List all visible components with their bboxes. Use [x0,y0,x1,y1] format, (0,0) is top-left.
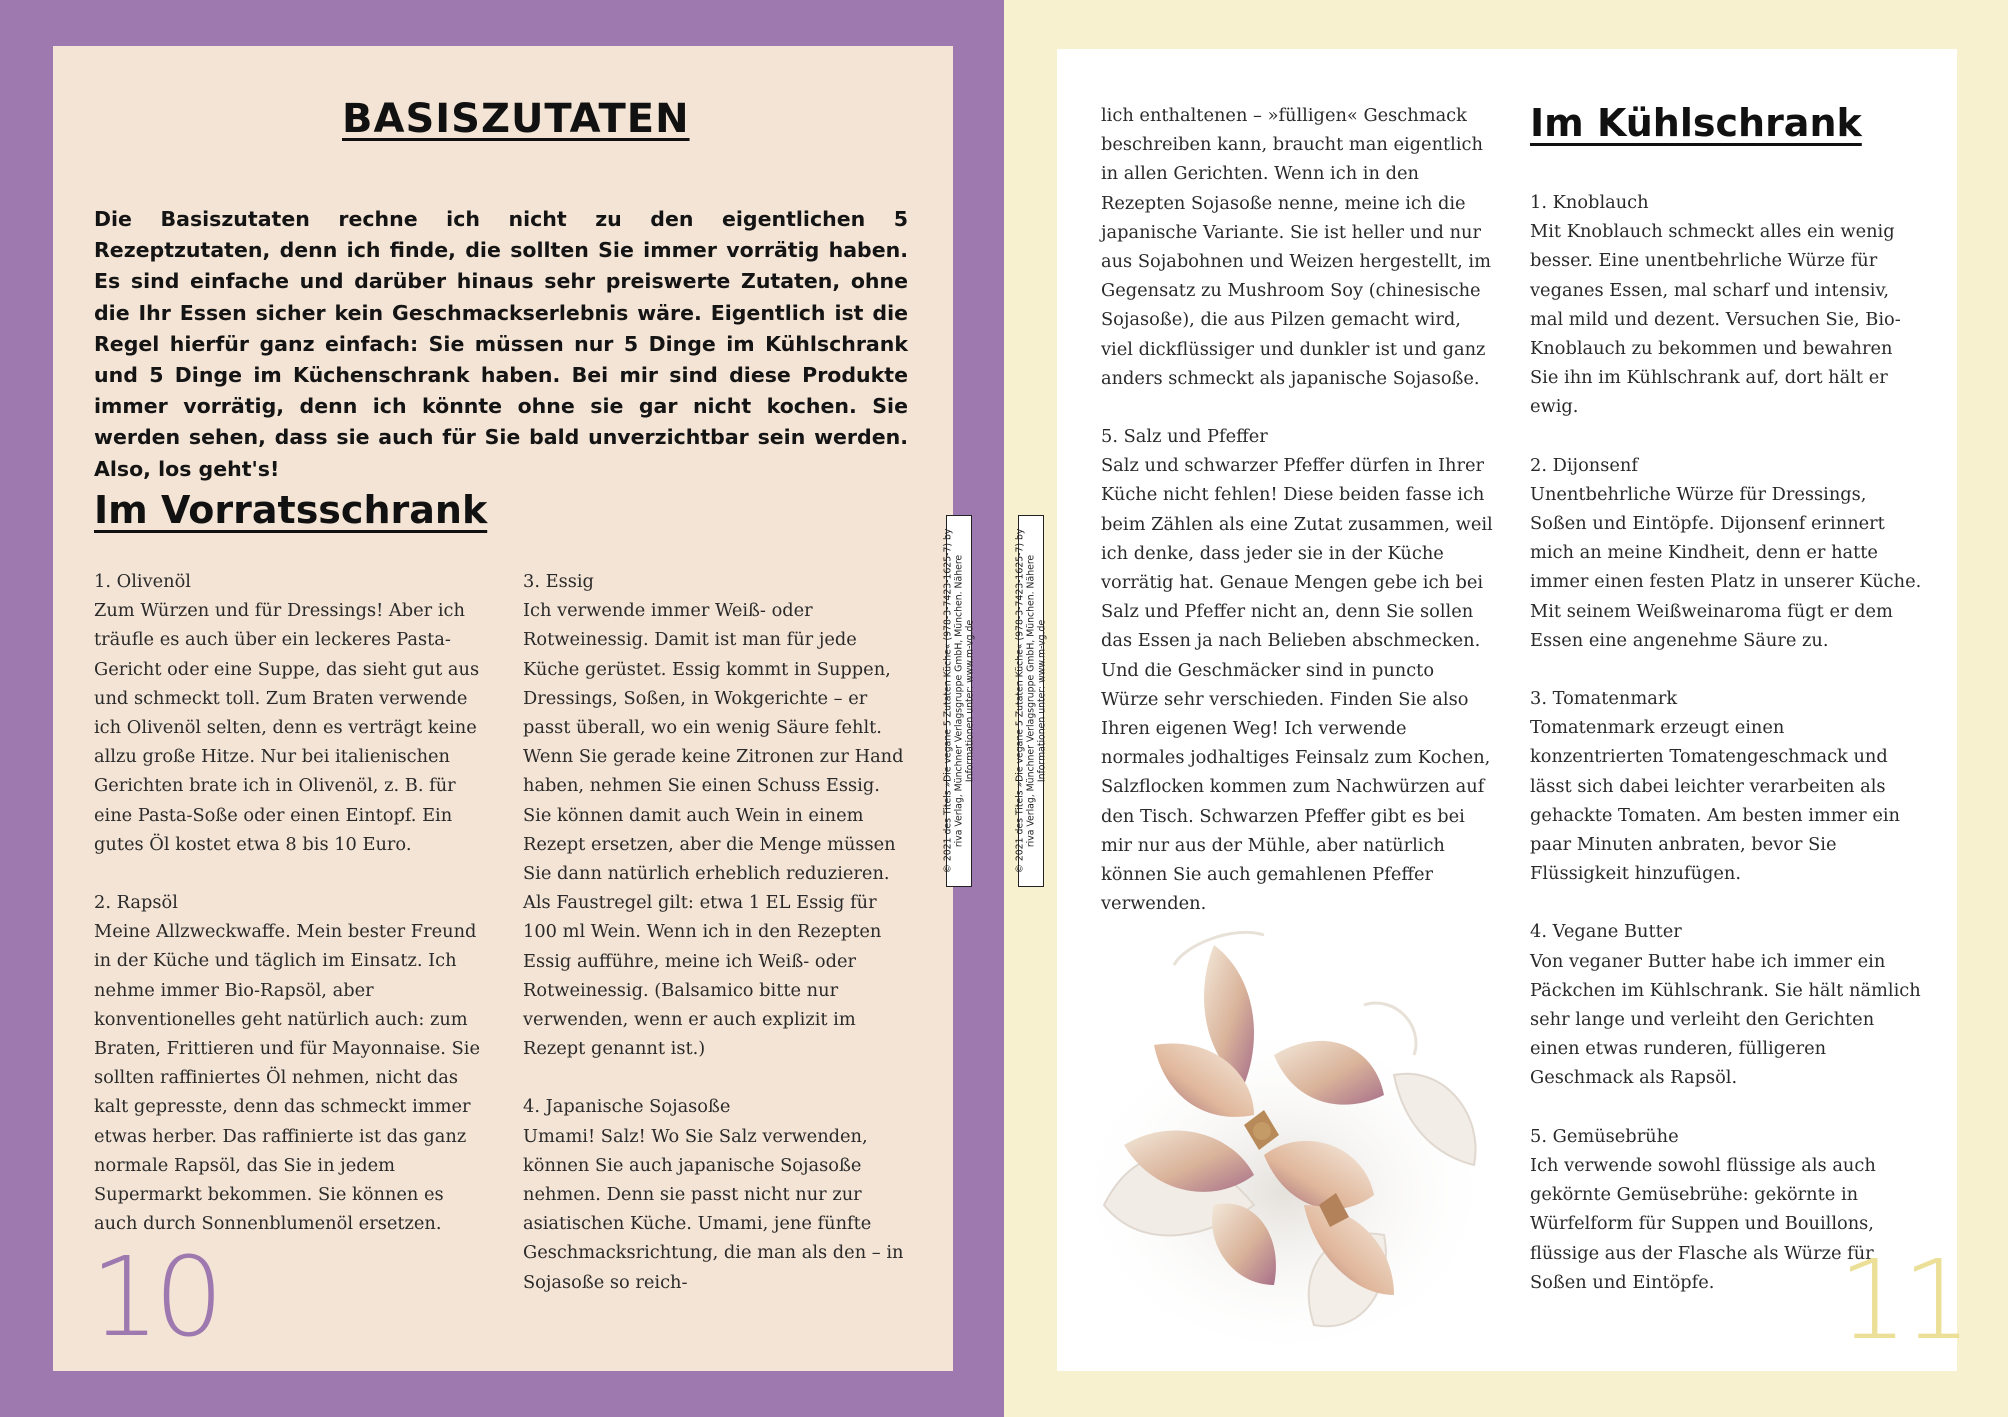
ingredient-text: Unentbehrliche Würze für Dressings, Soßen und Eintöpfe. Dijonsenf erinnert mich an meine Kindheit, denn er hatte immer einen festen Platz in unserer Küche. Mit seinem Weißweinaroma fügt er dem Essen eine angenehme Säure zu. [1530,483,1922,651]
page-number-right: 11 [1838,1236,1966,1364]
ingredient-item [1530,917,1922,1092]
ingredient-item [523,1092,909,1296]
ingredient-text: Salz und schwarzer Pfeffer dürfen in Ihrer Küche nicht fehlen! Diese beiden fasse ich beim Zählen als eine Zutat zusammen, weil ich denke, dass jeder sie in der Küche vorrätig hat. Genaue Mengen gebe ich bei Salz und Pfeffer nicht an, denn Sie sollen das Essen ja nach Belieben abschmecken. Und die Geschmäcker sind in puncto Würze sehr verschieden. Finden Sie also Ihren eigenen Weg! Ich verwende normales jodhaltiges Feinsalz zum Kochen, Salzflocken kommen zum Nachwürzen auf den Tisch. Schwarzen Pfeffer gibt es bei mir nur aus der Mühle, aber natürlich können Sie auch gemahlenen Pfeffer verwenden. [1101,455,1493,915]
right-column-2 [1530,188,1922,1326]
ingredient-item [1530,188,1922,422]
ingredient-item [1530,684,1922,888]
copyright-text: © 2021 des Titels »Die vegane 5 Zutaten Küche« (978-3-7423-1625-7) by riva Verlag, Münchner Verlagsgruppe GmbH, München. Nähere Informationen unter: www.m-vg.de [942,528,976,874]
ingredient-text: Ich verwende sowohl flüssige als auch gekörnte Gemüsebrühe: gekörnte in Würfelform für Suppen und Bouillons, flüssige aus der Flasche als Würze für Soßen und Eintöpfe. [1530,1154,1876,1293]
ingredient-heading: 4. Vegane Butter [1530,921,1682,943]
ingredient-text: Mit Knoblauch schmeckt alles ein wenig besser. Eine unentbehrliche Würze für veganes Essen, mal scharf und intensiv, mal mild und dezent. Versuchen Sie, Bio-Knoblauch zu bekommen und bewahren Sie ihn im Kühlschrank auf, dort hält er ewig. [1530,221,1901,418]
ingredient-heading: 5. Gemüsebrühe [1530,1125,1679,1147]
ingredient-heading: 4. Japanische Sojasoße [523,1096,731,1118]
ingredient-item [1530,451,1922,655]
page-title: BASISZUTATEN [342,96,690,142]
right-column-1 [1101,101,1493,947]
section-title-kuehlschrank: Im Kühlschrank [1530,101,1862,145]
ingredient-heading: 5. Salz und Pfeffer [1101,426,1268,448]
left-column-1 [94,567,486,1267]
ingredient-text: Meine Allzweckwaffe. Mein bester Freund in der Küche und täglich im Einsatz. Ich nehme immer Bio-Rapsöl, aber konventionelles geht natürlich auch: zum Braten, Frittieren und für Mayonnaise. Sie sollten raffiniertes Öl nehmen, nicht das kalt gepresste, denn das schmeckt immer etwas herber. Das raffinierte ist das ganz normale Rapsöl, das Sie in jedem Supermarkt bekommen. Sie können es auch durch Sonnenblumenöl ersetzen. [94,921,480,1235]
left-column-2 [523,567,909,1326]
ingredient-heading: 3. Essig [523,571,594,592]
ingredient-item [94,567,486,859]
page-number-left: 10 [90,1233,218,1361]
ingredient-text: Tomatenmark erzeugt einen konzentrierten Tomatengeschmack und lässt sich dabei leichter verarbeiten als gehackte Tomaten. Am besten immer ein paar Minuten anbraten, bevor Sie Flüssigkeit hinzufügen. [1530,717,1900,885]
ingredient-text: Ich verwende immer Weiß- oder Rotweinessig. Damit ist man für jede Küche gerüstet. Essig kommt in Suppen, Dressings, Soßen, in Wokgerichte – er passt überall, wo ein wenig Säure fehlt. Wenn Sie gerade keine Zitronen zur Hand haben, nehmen Sie einen Schuss Essig. Sie können damit auch Wein in einem Rezept ersetzen, aber die Menge müssen Sie dann natürlich erheblich reduzieren. Als Faustregel gilt: etwa 1 EL Essig für 100 ml Wein. Wenn ich in den Rezepten Essig aufführe, meine ich Weiß- oder Rotweinessig. (Balsamico bitte nur verwenden, wenn er auch explizit im Rezept genannt ist.) [523,600,904,1060]
ingredient-heading: 2. Rapsöl [94,892,178,914]
ingredient-text: Umami! Salz! Wo Sie Salz verwenden, können Sie auch japanische Sojasoße nehmen. Denn sie passt nicht nur zur asiatischen Küche. Umami, jene fünfte Geschmacksrichtung, die man als den – in Sojasoße so reich- [523,1125,904,1293]
continuation-paragraph: lich enthaltenen – »fülligen« Geschmack beschreiben kann, braucht man eigentlich in allen Gerichten. Wenn ich in den Rezepten Sojasoße nenne, meine ich die japanische Variante. Sie ist heller und nur aus Sojabohnen und Weizen hergestellt, im Gegensatz zu Mushroom Soy (chinesische Sojasoße), die aus Pilzen gemacht wird, viel dickflüssiger und dunkler ist und ganz anders schmeckt als japanische Sojasoße. [1101,105,1491,389]
copyright-strip-left [942,515,976,887]
ingredient-heading: 2. Dijonsenf [1530,454,1638,476]
ingredient-heading: 1. Knoblauch [1530,192,1649,213]
intro-paragraph: Die Basiszutaten rechne ich nicht zu den eigentlichen 5 Rezeptzutaten, denn ich finde, die sollten Sie immer vorrätig haben. Es sind einfache und darüber hinaus sehr preiswerte Zutaten, ohne die Ihr Essen sicher kein Geschmackserlebnis wäre. Eigentlich ist die Regel hierfür ganz einfach: Sie müssen nur 5 Dinge im Kühlschrank und 5 Dinge im Küchenschrank haben. Bei mir sind diese Produkte immer vorrätig, denn ich könnte ohne sie gar nicht kochen. Sie werden sehen, dass sie auch für Sie bald unverzichtbar sein werden. Also, los geht's! [94,207,908,481]
garlic-image [1064,905,1504,1365]
copyright-text: © 2021 des Titels »Die vegane 5 Zutaten Küche« (978-3-7423-1625-7) by riva Verlag, Münchner Verlagsgruppe GmbH, München. Nähere Informationen unter: www.m-vg.de [1014,528,1048,874]
ingredient-text: Von veganer Butter habe ich immer ein Päckchen im Kühlschrank. Sie hält nämlich sehr lange und verleiht den Gerichten einen etwas runderen, fülligeren Geschmack als Rapsöl. [1530,950,1921,1089]
ingredient-item [94,888,486,1238]
ingredient-text: Zum Würzen und für Dressings! Aber ich träufle es auch über ein leckeres Pasta-Gericht oder eine Suppe, das sieht gut aus und schmeckt toll. Zum Braten verwende ich Olivenöl selten, denn es verträgt keine allzu große Hitze. Nur bei italienischen Gerichten brate ich in Olivenöl, z. B. für eine Pasta-Soße oder einen Eintopf. Ein gutes Öl kostet etwa 8 bis 10 Euro. [94,600,480,855]
copyright-strip-right [1014,515,1048,887]
ingredient-item [1101,422,1493,918]
ingredient-heading: 3. Tomatenmark [1530,688,1678,710]
section-title-vorratsschrank: Im Vorratsschrank [94,488,488,532]
ingredient-heading: 1. Olivenöl [94,571,191,592]
ingredient-item [523,567,909,1063]
